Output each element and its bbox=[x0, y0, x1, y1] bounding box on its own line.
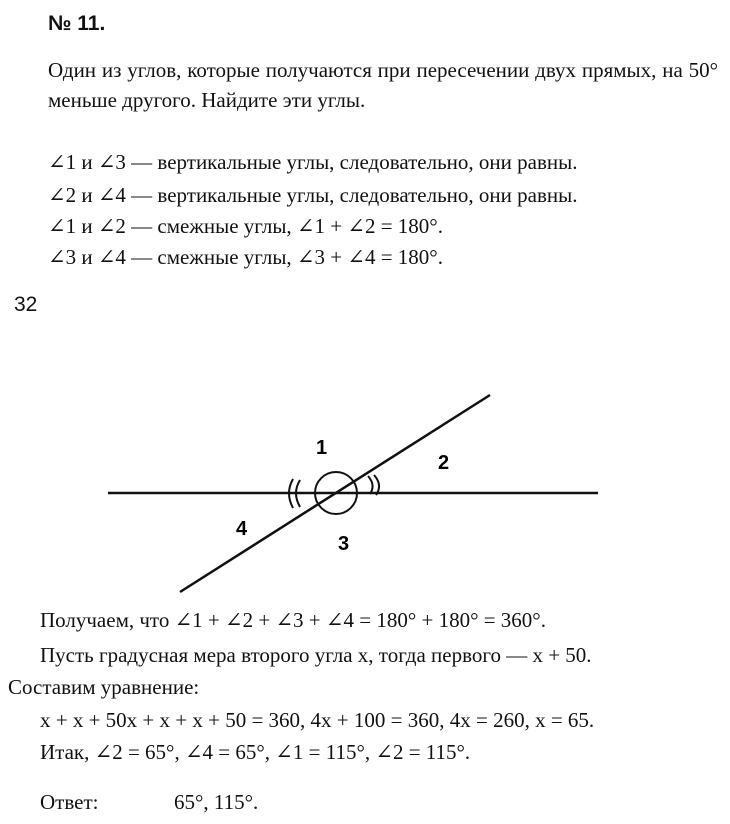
reasoning-line-1: ∠1 и ∠3 — вертикальные углы, следовательно, они равны. bbox=[48, 150, 578, 174]
angle-label-2: 2 bbox=[438, 452, 450, 474]
solution-line-3: Составим уравнение: bbox=[8, 675, 200, 699]
solution-equation: x + x + 50x + x + x + 50 = 360, 4x + 100 = 360, 4x = 260, x = 65. bbox=[40, 708, 595, 732]
answer-label: Ответ: bbox=[40, 790, 99, 814]
reasoning-line-2: ∠2 и ∠4 — вертикальные углы, следовательно, они равны. bbox=[48, 183, 578, 207]
solution-conclusion: Итак, ∠2 = 65°, ∠4 = 65°, ∠1 = 115°, ∠2 = 115°. bbox=[40, 740, 471, 764]
solution-line-2: Пусть градусная мера второго угла x, тогда первого — x + 50. bbox=[40, 643, 592, 667]
reasoning-line-4: ∠3 и ∠4 — смежные углы, ∠3 + ∠4 = 180°. bbox=[48, 245, 443, 269]
solution-line-1: Получаем, что ∠1 + ∠2 + ∠3 + ∠4 = 180° + 180° = 360°. bbox=[40, 608, 546, 632]
problem-number: № 11. bbox=[48, 12, 106, 35]
angle-label-3: 3 bbox=[338, 533, 350, 555]
problem-statement: Один из углов, которые получаются при пересечении двух прямых, на 50° меньше другого. Найдите эти углы. bbox=[48, 58, 718, 112]
answer-value: 65°, 115°. bbox=[174, 790, 259, 814]
angle-label-1: 1 bbox=[316, 437, 328, 459]
reasoning-line-3: ∠1 и ∠2 — смежные углы, ∠1 + ∠2 = 180°. bbox=[48, 214, 443, 238]
intersecting-lines-figure bbox=[0, 380, 730, 595]
angle-label-4: 4 bbox=[236, 518, 248, 540]
page-number: 32 bbox=[14, 293, 38, 316]
